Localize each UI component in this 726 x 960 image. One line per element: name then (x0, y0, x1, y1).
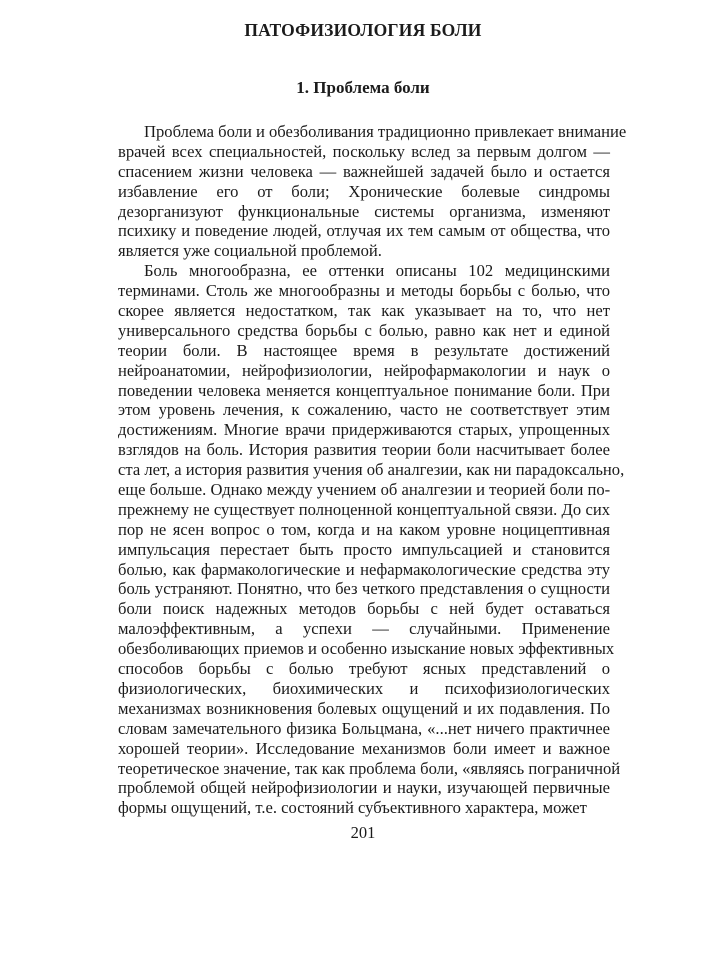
text-line: скорее является недостатком, так как указывает на то, что нет (118, 301, 610, 321)
text-line: универсального средства борьбы с болью, равно как нет и единой (118, 320, 610, 340)
text-line: малоэффективным, а успехи — случайными. Применение (118, 619, 610, 639)
text-line: дезорганизуют функциональные системы организма, изменяют (118, 201, 610, 221)
text-line: является уже социальной проблемой. (118, 241, 382, 261)
text-line: формы ощущений, т.е. состояний субъективного характера, может (118, 798, 587, 818)
text-line: спасением жизни человека — важнейшей задачей было и остается (118, 161, 610, 181)
text-line: врачей всех специальностей, поскольку вслед за первым долгом — (118, 141, 610, 161)
text-line: Боль многообразна, ее оттенки описаны 102 медицинскими (144, 261, 610, 281)
text-line: механизмах возникновения болевых ощущений и их подавления. По (118, 698, 610, 718)
body-text (118, 122, 627, 818)
text-line: боли поиск надежных методов борьбы с ней будет оставаться (118, 599, 610, 619)
text-line: болью, как фармакологические и нефармакологические средства эту (118, 559, 610, 579)
section-title: 1. Проблема боли (296, 78, 430, 97)
text-line: избавление его от боли; Хронические болевые синдромы (118, 181, 610, 201)
text-line: обезболивающих приемов и особенно изыскание новых эффективных (118, 639, 615, 659)
text-line: этом уровень лечения, к сожалению, часто не соответствует этим (118, 400, 610, 420)
text-line: теоретическое значение, так как проблема боли, «являясь пограничной (118, 758, 621, 778)
text-line: теории боли. В настоящее время в результате достижений (118, 340, 610, 360)
text-line: Проблема боли и обезболивания традиционно привлекает внимание (144, 122, 627, 141)
paragraph (118, 122, 627, 261)
text-line: импульсация перестает быть просто импульсацией и становится (118, 539, 610, 559)
text-line: пор не ясен вопрос о том, когда и на каком уровне ноцицептивная (118, 519, 610, 539)
page-number: 201 (350, 823, 376, 842)
text-line: способов борьбы с болью требуют ясных представлений о (118, 659, 610, 679)
text-line: поведении человека меняется концептуальное понимание боли. При (118, 380, 610, 400)
text-line: физиологических, биохимических и психофизиологических (118, 678, 610, 698)
text-line: проблемой общей нейрофизиологии и науки, изучающей первичные (118, 778, 610, 798)
text-line: еще больше. Однако между учением об аналгезии и теорией боли по- (118, 480, 611, 500)
text-line: терминами. Столь же многообразны и методы борьбы с болью, что (118, 281, 610, 301)
text-line: прежнему не существует полноценной концептуальной связи. До сих (118, 499, 610, 519)
text-line: достижениям. Многие врачи придерживаются старых, упрощенных (118, 420, 610, 440)
text-line: нейроанатомии, нейрофизиологии, нейрофармакологии и наук о (118, 360, 610, 380)
paragraph (118, 261, 625, 818)
text-line: взглядов на боль. История развития теории боли насчитывает более (118, 440, 610, 460)
text-line: хорошей теории». Исследование механизмов боли имеет и важное (118, 738, 610, 758)
text-line: ста лет, а история развития учения об аналгезии, как ни парадоксально, (118, 460, 625, 480)
text-line: психику и поведение людей, отлучая их тем самым от общества, что (118, 221, 610, 241)
text-line: боль устраняют. Понятно, что без четкого представления о сущности (118, 579, 610, 599)
text-line: словам замечательного физика Больцмана, «...нет ничего практичнее (118, 718, 610, 738)
chapter-title: ПАТОФИЗИОЛОГИЯ БОЛИ (244, 20, 482, 40)
